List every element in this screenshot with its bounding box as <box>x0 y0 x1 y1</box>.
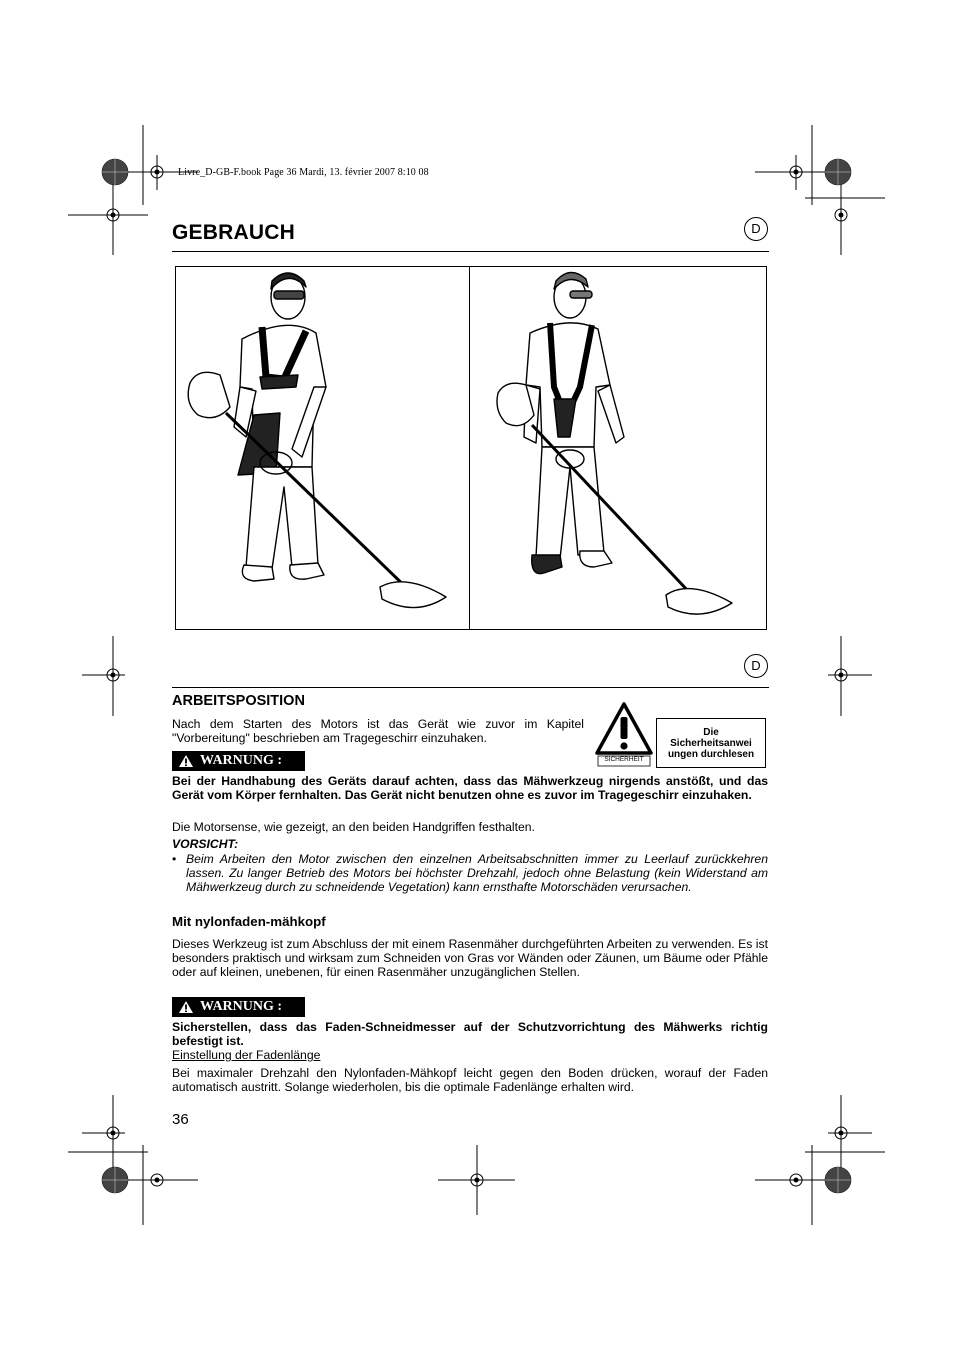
final-paragraph: Bei maximaler Drehzahl den Nylonfaden-Mähkopf leicht gegen den Boden drücken, worauf der Faden automatisch austritt. Solange wiederholen, bis die optimale Fadenlänge erhalten wird. <box>172 1066 768 1094</box>
warning-label-1: WARNUNG : <box>200 753 283 768</box>
language-badge-section: D <box>744 654 768 678</box>
warning-banner-2 <box>172 997 305 1017</box>
print-header: Livre_D-GB-F.book Page 36 Mardi, 13. février 2007 8:10 08 <box>178 167 429 178</box>
bullet-marker: • <box>172 852 177 866</box>
intro-paragraph: Nach dem Starten des Motors ist das Gerät wie zuvor im Kapitel "Vorbereitung" beschrieben am Tragegeschirr einzuhaken. <box>172 717 584 745</box>
operator-angled-illustration <box>470 267 764 627</box>
caution-label: VORSICHT: <box>172 837 239 851</box>
warning-text-2: Sicherstellen, dass das Faden-Schneidmesser auf der Schutzvorrichtung des Mähwerks richtig befestigt ist. <box>172 1020 768 1048</box>
caution-paragraph <box>172 853 768 894</box>
warning-label-2: WARNUNG : <box>200 999 283 1014</box>
page-number: 36 <box>172 1111 189 1128</box>
arbeitsposition-heading: ARBEITSPOSITION <box>172 693 305 709</box>
caution-text: Beim Arbeiten den Motor zwischen den einzelnen Arbeitsabschnitten immer zu Leerlauf zurückkehren lassen. Zu langer Betrieb des Motors bei höchster Drehzahl, jedoch ohne Belastung (kein Widerstand am Mähwerkzeug durch zu schneidende Vegetation) kann ernsthafte Motorschäden verursachen. <box>186 852 768 894</box>
warning-text-1: Bei der Handhabung des Geräts darauf achten, dass das Mähwerkzeug nirgends anstößt, und das Gerät vom Körper fernhalten. Das Gerät nicht benutzen ohne es zuvor im Tragegeschirr einzuhaken. <box>172 774 768 802</box>
title-rule <box>172 251 769 252</box>
safety-instruction-label <box>656 718 766 768</box>
safety-instruction-text: Die Sicherheitsanwei ungen durchlesen <box>667 726 755 760</box>
subsection-paragraph: Dieses Werkzeug ist zum Abschluss der mit einem Rasenmäher durchgeführten Arbeiten zu verwenden. Es ist besonders praktisch und wirksam zum Schneiden von Gras vor Wänden oder Zäunen, um Bäume oder Pfähle oder auf kleinen, unebenen, für einen Rasenmäher unzugänglichen Stellen. <box>172 937 768 979</box>
warning-icon <box>178 1000 194 1014</box>
language-badge-top: D <box>744 217 768 241</box>
operator-front-illustration <box>176 267 468 627</box>
warning-banner-1 <box>172 751 305 771</box>
page-title: GEBRAUCH <box>172 221 295 244</box>
thread-length-heading: Einstellung der Fadenlänge <box>172 1048 321 1062</box>
warning-icon <box>178 754 194 768</box>
section-heading <box>172 695 768 709</box>
safety-icon-caption: SICHERHEIT <box>604 756 644 763</box>
caution-bullet-item <box>172 853 768 894</box>
hold-instruction: Die Motorsense, wie gezeigt, an den beiden Handgriffen festhalten. <box>172 820 535 834</box>
section-rule <box>172 687 769 688</box>
subsection-heading: Mit nylonfaden-mähkopf <box>172 914 326 929</box>
